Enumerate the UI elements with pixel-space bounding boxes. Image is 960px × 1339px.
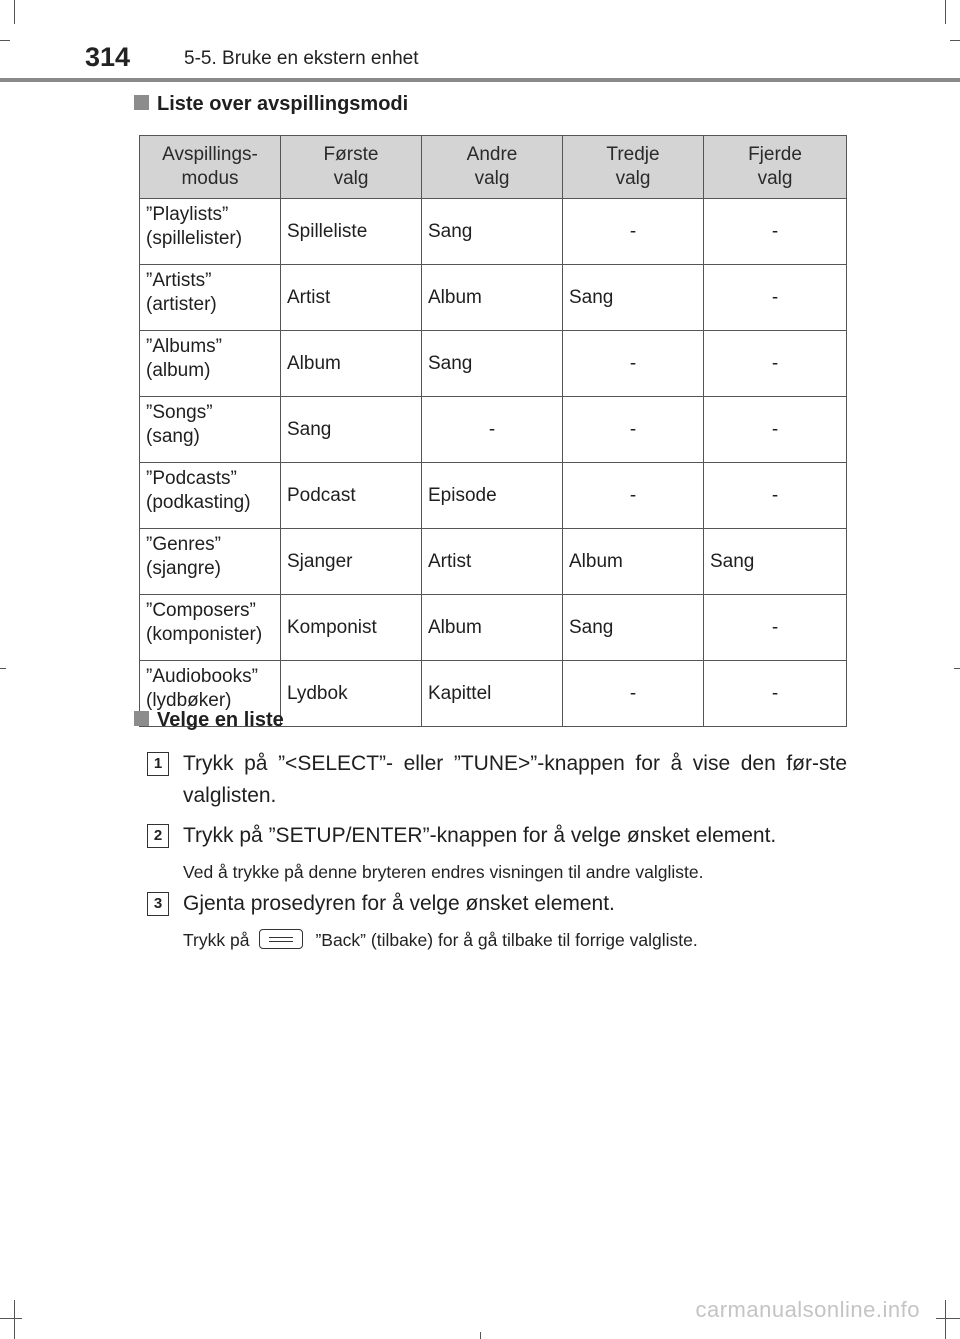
- note-text: Trykk på: [183, 930, 250, 950]
- crop-mark: [0, 1318, 22, 1319]
- square-bullet-icon: [134, 95, 149, 110]
- table-cell: ”Genres” (sjangre): [140, 529, 281, 595]
- table-cell: -: [704, 463, 847, 529]
- crop-mark: [14, 1300, 15, 1339]
- crop-mark: [0, 668, 6, 669]
- step-3-note: [183, 929, 698, 951]
- table-cell: -: [704, 265, 847, 331]
- column-header: Tredje valg: [563, 136, 704, 199]
- step-2: [147, 820, 847, 852]
- table-cell: Sang: [563, 265, 704, 331]
- table-row: [140, 463, 847, 529]
- table-cell: Artist: [422, 529, 563, 595]
- table-cell: -: [563, 661, 704, 727]
- table-cell: Album: [281, 331, 422, 397]
- page-header: [0, 38, 960, 82]
- modes-heading-text: Liste over avspillingsmodi: [157, 93, 409, 115]
- table-cell: -: [704, 331, 847, 397]
- table-row: [140, 265, 847, 331]
- crop-mark: [945, 0, 946, 24]
- step-text: Gjenta prosedyren for å velge ønsket element.: [183, 892, 615, 915]
- table-cell: -: [704, 397, 847, 463]
- table-cell: ”Artists” (artister): [140, 265, 281, 331]
- table-header-row: [140, 136, 847, 199]
- table-row: [140, 595, 847, 661]
- table-cell: ”Composers” (komponister): [140, 595, 281, 661]
- step-text: Trykk på ”<SELECT”- eller ”TUNE>”-knappen for å vise den før-ste valglisten.: [183, 752, 847, 807]
- table-cell: -: [704, 661, 847, 727]
- step-2-note: Ved å trykke på denne bryteren endres visningen til andre valgliste.: [183, 862, 704, 882]
- crop-mark: [936, 1318, 960, 1319]
- table-cell: -: [704, 199, 847, 265]
- step-3: [147, 888, 847, 920]
- column-header: Fjerde valg: [704, 136, 847, 199]
- table-cell: Sjanger: [281, 529, 422, 595]
- table-cell: ”Podcasts” (podkasting): [140, 463, 281, 529]
- table-row: [140, 199, 847, 265]
- table-cell: Kapittel: [422, 661, 563, 727]
- table-cell: ”Audiobooks” (lydbøker): [140, 661, 281, 727]
- table-cell: Album: [422, 595, 563, 661]
- crop-mark: [480, 1332, 481, 1339]
- table-row: [140, 529, 847, 595]
- table-cell: Album: [563, 529, 704, 595]
- column-header: Avspillings- modus: [140, 136, 281, 199]
- table-cell: -: [563, 331, 704, 397]
- table-row: [140, 331, 847, 397]
- crop-mark: [945, 1300, 946, 1339]
- step-number: 2: [147, 824, 169, 848]
- crop-mark: [954, 668, 960, 669]
- crop-mark: [14, 0, 15, 24]
- table-cell: ”Albums” (album): [140, 331, 281, 397]
- modes-heading: [134, 93, 408, 116]
- table-cell: Podcast: [281, 463, 422, 529]
- table-cell: Sang: [281, 397, 422, 463]
- watermark: carmanualsonline.info: [695, 1297, 920, 1322]
- step-number: 3: [147, 892, 169, 916]
- table-cell: Komponist: [281, 595, 422, 661]
- square-bullet-icon: [134, 711, 149, 726]
- column-header: Første valg: [281, 136, 422, 199]
- select-heading-text: Velge en liste: [157, 709, 284, 731]
- page-number: 314: [85, 42, 131, 72]
- step-number: 1: [147, 752, 169, 776]
- table-cell: Spilleliste: [281, 199, 422, 265]
- note-text: ”Back” (tilbake) for å gå tilbake til forrige valgliste.: [315, 930, 698, 950]
- table-cell: Album: [422, 265, 563, 331]
- table-cell: Sang: [422, 331, 563, 397]
- table-row: [140, 397, 847, 463]
- step-1: [147, 748, 847, 812]
- step-text: Trykk på ”SETUP/ENTER”-knappen for å velge ønsket element.: [183, 824, 777, 847]
- table-cell: Sang: [704, 529, 847, 595]
- table-cell: Lydbok: [281, 661, 422, 727]
- table-cell: Artist: [281, 265, 422, 331]
- select-heading: [134, 709, 284, 732]
- modes-table: [139, 135, 847, 727]
- table-cell: ”Songs” (sang): [140, 397, 281, 463]
- section-title: 5-5. Bruke en ekstern enhet: [184, 48, 419, 69]
- column-header: Andre valg: [422, 136, 563, 199]
- table-cell: Sang: [563, 595, 704, 661]
- table-cell: -: [563, 463, 704, 529]
- table-cell: -: [563, 397, 704, 463]
- table-cell: Sang: [422, 199, 563, 265]
- table-cell: Episode: [422, 463, 563, 529]
- table-cell: ”Playlists” (spillelister): [140, 199, 281, 265]
- table-cell: -: [563, 199, 704, 265]
- header-rule: [0, 78, 960, 82]
- table-cell: -: [704, 595, 847, 661]
- table-cell: -: [422, 397, 563, 463]
- back-button-icon: [259, 929, 303, 949]
